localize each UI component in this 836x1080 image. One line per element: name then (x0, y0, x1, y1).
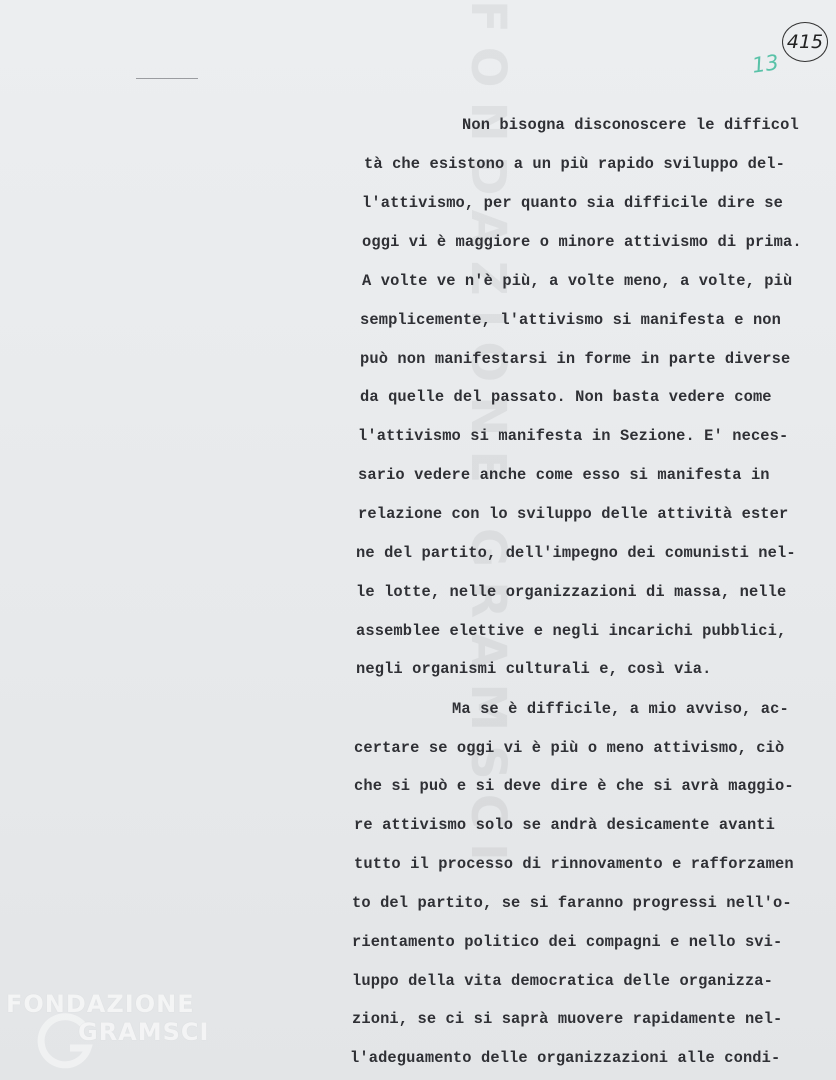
text-line: zioni, se ci si saprà muovere rapidamente nel- (352, 1010, 783, 1028)
text-line: tà che esistono a un più rapido sviluppo del- (364, 155, 786, 173)
text-line: l'attivismo, per quanto sia difficile dire se (362, 194, 784, 212)
text-line: assemblee elettive e negli incarichi pubblici, (356, 622, 787, 640)
folio-number: 13 (750, 50, 781, 78)
text-line: da quelle del passato. Non basta vedere come (360, 388, 772, 406)
text-line: l'attivismo si manifesta in Sezione. E' neces- (358, 427, 789, 445)
text-line: può non manifestarsi in forme in parte diverse (360, 350, 791, 368)
text-line: certare se oggi vi è più o meno attivismo, ciò (354, 739, 785, 757)
text-line: Ma se è difficile, a mio avviso, ac- (452, 700, 789, 718)
watermark: FONDAZIONE GRAMSCI (460, 0, 516, 875)
header-rule (136, 78, 198, 79)
text-line: l'adeguamento delle organizzazioni alle condi- (350, 1049, 781, 1067)
text-line: relazione con lo sviluppo delle attività ester (358, 505, 789, 523)
fondazione-gramsci-logo (6, 990, 216, 1076)
text-line: negli organismi culturali e, così via. (356, 660, 712, 678)
text-line: to del partito, se si faranno progressi nell'o- (352, 894, 792, 912)
text-line: luppo della vita democratica delle organizza- (352, 972, 774, 990)
text-line: Non bisogna disconoscere le difficol (462, 116, 799, 134)
text-line: ne del partito, dell'impegno dei comunisti nel- (356, 544, 796, 562)
logo-line2: GRAMSCI (78, 1018, 210, 1046)
page-number: 415 (782, 22, 828, 62)
logo-line1: FONDAZIONE (6, 990, 195, 1018)
text-line: che si può e si deve dire è che si avrà maggio- (354, 777, 794, 795)
text-line: rientamento politico dei compagni e nello svi- (352, 933, 783, 951)
text-line: le lotte, nelle organizzazioni di massa, nelle (356, 583, 787, 601)
text-line: sario vedere anche come esso si manifesta in (358, 466, 770, 484)
text-line: A volte ve n'è più, a volte meno, a volte, più (362, 272, 793, 290)
text-line: re attivismo solo se andrà desicamente avanti (354, 816, 776, 834)
text-line: semplicemente, l'attivismo si manifesta e non (360, 311, 782, 329)
text-line: oggi vi è maggiore o minore attivismo di prima. (362, 233, 802, 251)
text-line: tutto il processo di rinnovamento e rafforzamen (354, 855, 794, 873)
